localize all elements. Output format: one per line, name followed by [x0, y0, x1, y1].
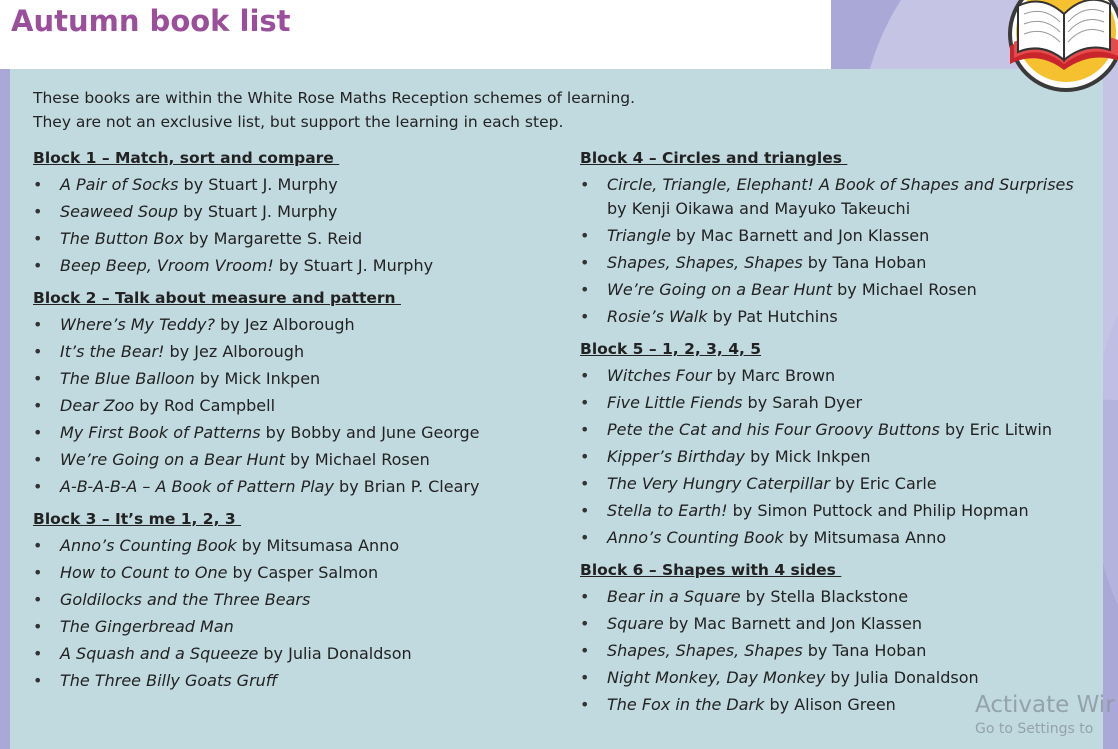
book-block [33, 288, 553, 499]
book-title: How to Count to One [60, 563, 228, 582]
book-author: by Michael Rosen [832, 280, 977, 299]
book-title: The Blue Balloon [60, 369, 195, 388]
book-item [580, 418, 1080, 442]
book-item [33, 669, 553, 693]
book-title: Shapes, Shapes, Shapes [607, 253, 803, 272]
book-author: by Simon Puttock and Philip Hopman [727, 501, 1029, 520]
book-block [580, 148, 1080, 329]
book-item [33, 173, 553, 197]
watermark-line-1: Activate Wir [975, 692, 1115, 718]
block-heading: Block 1 – Match, sort and compare [33, 149, 340, 167]
block-heading: Block 5 – 1, 2, 3, 4, 5 [580, 340, 762, 358]
book-item [580, 305, 1080, 329]
book-item [33, 448, 553, 472]
book-item [580, 445, 1080, 469]
book-title: Circle, Triangle, Elephant! A Book of Shapes and Surprises [607, 175, 1074, 194]
book-title: Kipper’s Birthday [607, 447, 746, 466]
book-title: The Gingerbread Man [60, 617, 234, 636]
book-title: Dear Zoo [60, 396, 135, 415]
book-author: by Julia Donaldson [825, 668, 979, 687]
book-author: by Eric Litwin [939, 420, 1052, 439]
book-title: Pete the Cat and his Four Groovy Buttons [607, 420, 940, 439]
book-author: by Margarette S. Reid [183, 229, 363, 248]
book-item [33, 561, 553, 585]
book-title: The Very Hungry Caterpillar [607, 474, 830, 493]
intro-line-2: They are not an exclusive list, but support the learning in each step. [33, 113, 564, 131]
book-list [580, 364, 1080, 550]
book-author: by Casper Salmon [227, 563, 379, 582]
book-item [580, 666, 1080, 690]
book-item [33, 642, 553, 666]
book-title: Rosie’s Walk [607, 307, 708, 326]
book-item [33, 615, 553, 639]
book-title: It’s the Bear! [60, 342, 165, 361]
book-author: by Jez Alborough [164, 342, 305, 361]
book-title: Anno’s Counting Book [607, 528, 784, 547]
book-author: by Marc Brown [711, 366, 836, 385]
book-item [580, 499, 1080, 523]
book-author: by Mick Inkpen [745, 447, 871, 466]
book-author: by Mitsumasa Anno [236, 536, 400, 555]
book-author: by Jez Alborough [215, 315, 355, 334]
book-title: Stella to Earth! [607, 501, 728, 520]
book-title: Seaweed Soup [60, 202, 179, 221]
intro-text [33, 86, 635, 134]
intro-line-1: These books are within the White Rose Maths Reception schemes of learning. [33, 89, 636, 107]
title-bar [0, 0, 831, 69]
book-title: Bear in a Square [607, 587, 741, 606]
block-heading: Block 4 – Circles and triangles [580, 149, 848, 167]
book-author: by Stuart J. Murphy [178, 175, 338, 194]
book-title: A Pair of Socks [60, 175, 179, 194]
book-title: Witches Four [607, 366, 712, 385]
book-author: by Eric Carle [829, 474, 937, 493]
book-author: by Mac Barnett and Jon Klassen [663, 614, 922, 633]
book-author: by Michael Rosen [285, 450, 430, 469]
book-item [33, 394, 553, 418]
book-author: by Stuart J. Murphy [178, 202, 338, 221]
book-author: by Mac Barnett and Jon Klassen [670, 226, 930, 245]
book-title: We’re Going on a Bear Hunt [607, 280, 833, 299]
open-book-icon [1000, 0, 1118, 98]
book-author: by Stella Blackstone [740, 587, 909, 606]
book-title: The Fox in the Dark [607, 695, 765, 714]
block-heading: Block 3 – It’s me 1, 2, 3 [33, 510, 242, 528]
book-title: Square [607, 614, 664, 633]
book-item [33, 421, 553, 445]
block-heading: Block 6 – Shapes with 4 sides [580, 561, 842, 579]
book-author: by Julia Donaldson [258, 644, 412, 663]
book-item [33, 475, 553, 499]
book-item [580, 173, 1080, 221]
book-author: by Mitsumasa Anno [783, 528, 947, 547]
book-author: by Pat Hutchins [707, 307, 838, 326]
book-author: by Brian P. Cleary [333, 477, 480, 496]
book-author: by Sarah Dyer [742, 393, 863, 412]
book-title: Anno’s Counting Book [60, 536, 237, 555]
book-title: Night Monkey, Day Monkey [607, 668, 826, 687]
book-title: A Squash and a Squeeze [60, 644, 259, 663]
book-block [33, 509, 553, 693]
book-author: by Kenji Oikawa and Mayuko Takeuchi [607, 199, 911, 218]
left-column [33, 148, 553, 703]
book-title: Where’s My Teddy? [60, 315, 216, 334]
book-author: by Tana Hoban [802, 253, 927, 272]
book-title: We’re Going on a Bear Hunt [60, 450, 286, 469]
book-item [33, 313, 553, 337]
book-author: by Stuart J. Murphy [273, 256, 434, 275]
book-author: by Rod Campbell [134, 396, 276, 415]
book-item [580, 585, 1080, 609]
book-title: My First Book of Patterns [60, 423, 261, 442]
activation-watermark [975, 690, 1115, 738]
book-author: by Bobby and June George [260, 423, 480, 442]
book-author: by Mick Inkpen [194, 369, 321, 388]
book-title: Shapes, Shapes, Shapes [607, 641, 803, 660]
book-title: Beep Beep, Vroom Vroom! [60, 256, 274, 275]
block-heading: Block 2 – Talk about measure and pattern [33, 289, 401, 307]
book-block [33, 148, 553, 278]
book-item [580, 364, 1080, 388]
book-title: Triangle [607, 226, 671, 245]
book-item [33, 367, 553, 391]
book-list [33, 313, 553, 499]
book-item [33, 340, 553, 364]
book-item [33, 534, 553, 558]
book-item [33, 227, 553, 251]
book-title: The Button Box [60, 229, 184, 248]
book-item [33, 200, 553, 224]
watermark-line-2: Go to Settings to [975, 721, 1094, 737]
book-list [580, 173, 1080, 329]
book-title: Five Little Fiends [607, 393, 743, 412]
book-author: by Tana Hoban [802, 641, 927, 660]
book-item [580, 224, 1080, 248]
book-author: by Alison Green [764, 695, 896, 714]
book-item [33, 588, 553, 612]
book-item [580, 278, 1080, 302]
book-block [580, 339, 1080, 550]
book-item [33, 254, 553, 278]
book-list [33, 534, 553, 693]
book-item [580, 472, 1080, 496]
book-item [580, 526, 1080, 550]
book-title: A-B-A-B-A – A Book of Pattern Play [60, 477, 334, 496]
book-item [580, 391, 1080, 415]
book-item [580, 639, 1080, 663]
page-title: Autumn book list [11, 4, 291, 38]
book-title: The Three Billy Goats Gruff [60, 671, 278, 690]
book-item [580, 612, 1080, 636]
book-list [33, 173, 553, 278]
book-title: Goldilocks and the Three Bears [60, 590, 311, 609]
right-column [580, 148, 1080, 727]
book-item [580, 251, 1080, 275]
